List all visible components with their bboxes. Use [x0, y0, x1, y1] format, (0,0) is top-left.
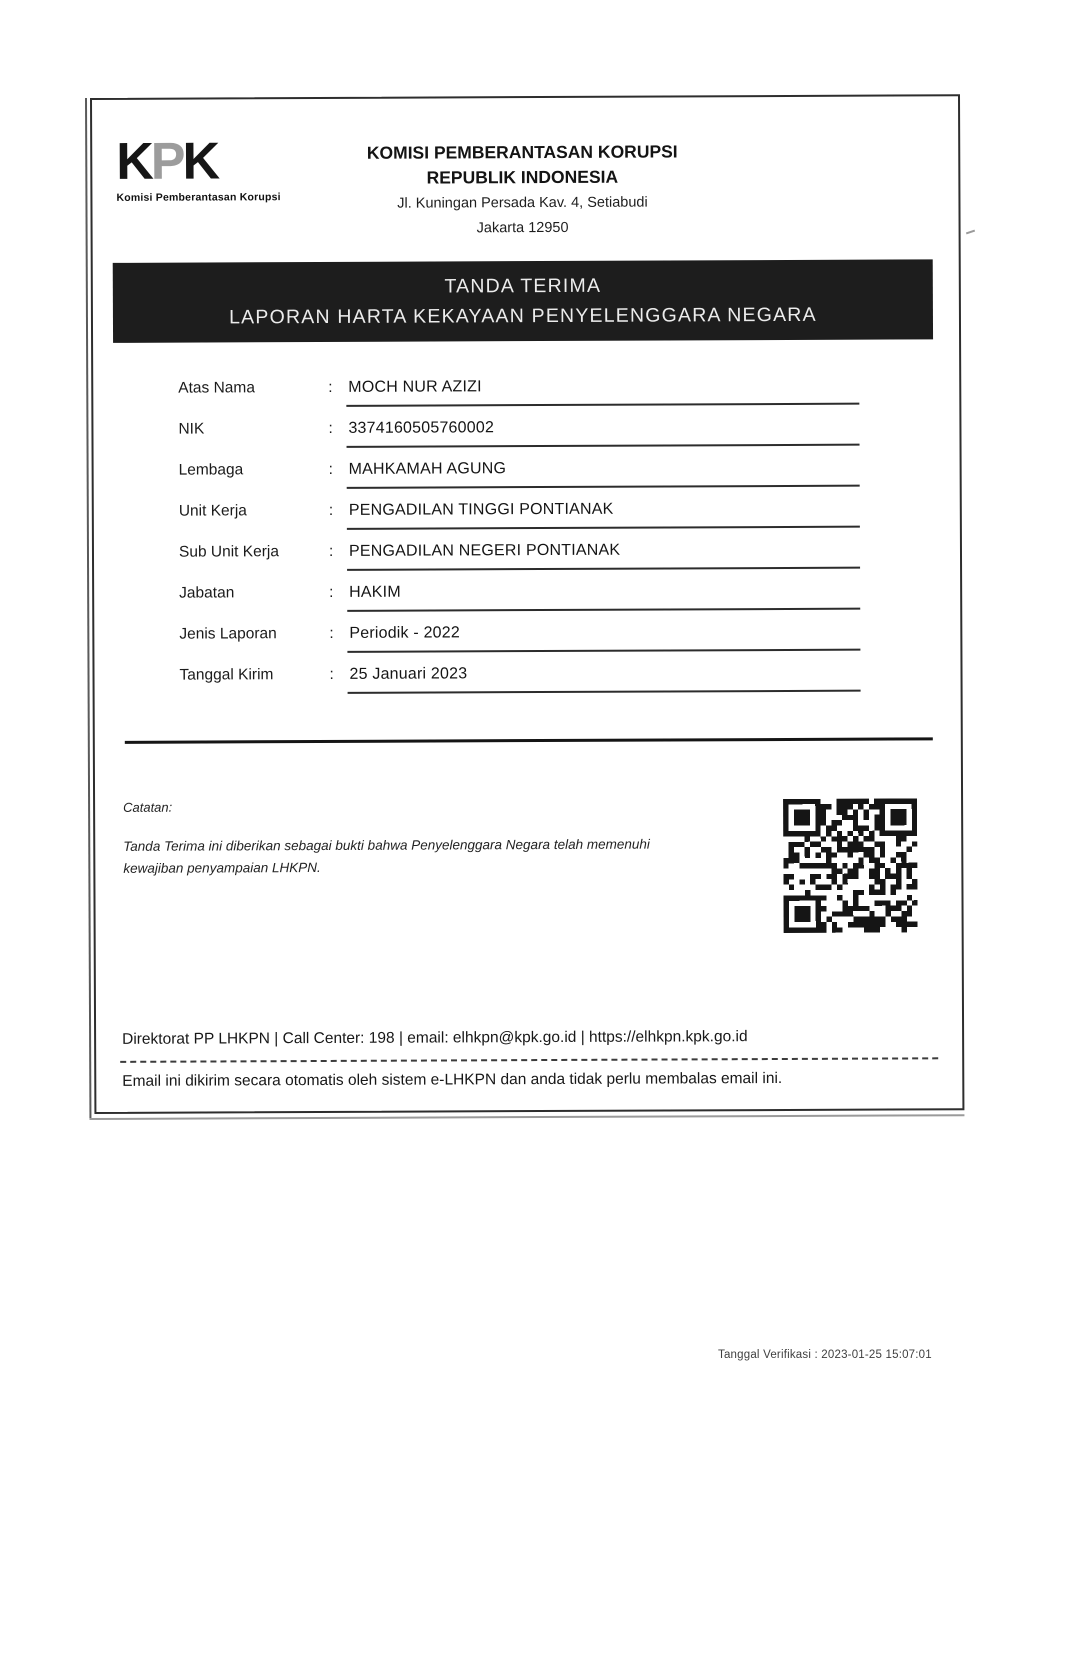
field-row-nik — [178, 418, 859, 449]
notes-section — [123, 797, 688, 880]
horizontal-rule — [125, 737, 933, 744]
field-colon: : — [328, 378, 333, 396]
document-title-bar — [113, 259, 933, 343]
notes-body: Tanda Terima ini diberikan sebagai bukti bahwa Penyelenggara Negara telah memenuhi kewajiban penyampaian LHKPN. — [123, 836, 650, 877]
field-colon: : — [329, 583, 334, 601]
scan-artifact — [966, 230, 975, 235]
field-row-atas-nama — [178, 377, 859, 408]
field-value: Periodik - 2022 — [347, 623, 860, 653]
field-label: NIK — [178, 420, 205, 438]
field-row-lembaga — [179, 459, 860, 490]
field-row-jabatan — [179, 582, 860, 613]
field-label: Jenis Laporan — [179, 625, 277, 643]
logo-subtitle: Komisi Pemberantasan Korupsi — [116, 191, 281, 204]
field-label: Jabatan — [179, 584, 235, 602]
field-colon: : — [328, 501, 334, 519]
document-title-line1: TANDA TERIMA — [444, 274, 602, 297]
logo-letter: P — [150, 132, 183, 191]
footer-contact-line: Direktorat PP LHKPN | Call Center: 198 | email: elhkpn@kpk.go.id | https://elhkpn.kpk.go.id — [122, 1028, 748, 1048]
footer-auto-note: Email ini dikirim secara otomatis oleh sistem e-LHKPN dan anda tidak perlu membalas email ini. — [122, 1069, 783, 1090]
qr-code-icon — [783, 798, 918, 933]
dashed-divider — [120, 1057, 938, 1063]
field-colon: : — [329, 624, 334, 642]
notes-heading: Catatan: — [123, 799, 173, 815]
logo-letter: K — [182, 132, 218, 191]
field-list — [178, 377, 860, 708]
field-label: Atas Nama — [178, 379, 255, 397]
org-name-line2: REPUBLIK INDONESIA — [426, 167, 619, 188]
field-value: 3374160505760002 — [346, 418, 859, 448]
field-value: PENGADILAN TINGGI PONTIANAK — [347, 500, 860, 530]
logo-letter: K — [116, 132, 151, 191]
field-row-sub-unit-kerja — [179, 541, 860, 572]
field-value: 25 Januari 2023 — [347, 664, 860, 694]
field-label: Tanggal Kirim — [179, 666, 274, 684]
field-label: Lembaga — [178, 461, 244, 479]
field-colon: : — [329, 665, 334, 683]
field-value: MAHKAMAH AGUNG — [347, 459, 860, 489]
document-title-line2: LAPORAN HARTA KEKAYAAN PENYELENGGARA NEGARA — [229, 303, 817, 328]
org-name-line1: KOMISI PEMBERANTASAN KORUPSI — [366, 141, 678, 163]
org-address-line2: Jakarta 12950 — [476, 220, 569, 237]
field-label: Unit Kerja — [178, 502, 247, 520]
field-colon: : — [328, 460, 333, 478]
field-colon: : — [328, 419, 333, 437]
field-value: HAKIM — [347, 582, 860, 612]
field-row-unit-kerja — [179, 500, 860, 531]
verification-timestamp: Tanggal Verifikasi : 2023-01-25 15:07:01 — [718, 1349, 932, 1361]
field-value: PENGADILAN NEGERI PONTIANAK — [347, 541, 860, 571]
field-colon: : — [328, 542, 334, 560]
field-row-tanggal-kirim — [179, 664, 860, 695]
field-label: Sub Unit Kerja — [178, 543, 279, 561]
org-address-line1: Jl. Kuningan Persada Kav. 4, Setiabudi — [397, 194, 648, 212]
field-value: MOCH NUR AZIZI — [346, 377, 859, 407]
receipt-document — [90, 94, 964, 1114]
letterhead — [112, 138, 932, 243]
field-row-jenis-laporan — [179, 623, 860, 654]
